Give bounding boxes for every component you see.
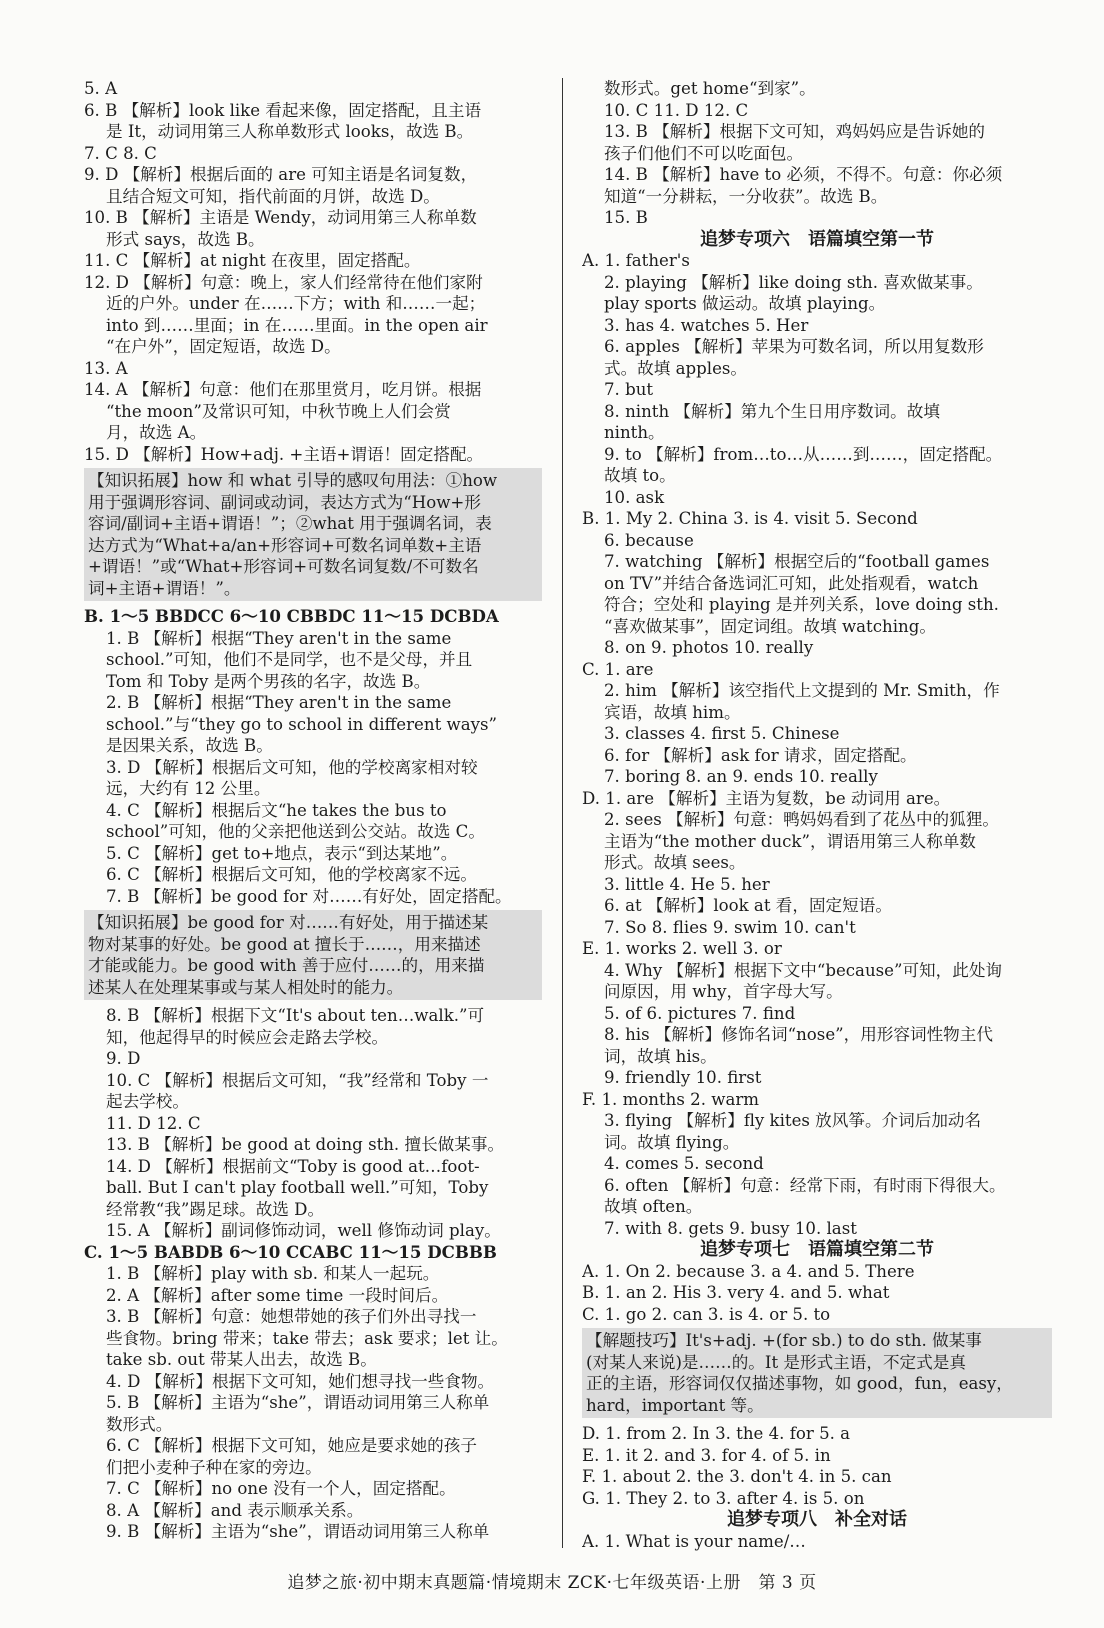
answer-line: 9. to 【解析】from…to…从……到……，固定搭配。 (604, 444, 1003, 464)
answer-line: 7. B 【解析】be good for 对……有好处，固定搭配。 (106, 886, 512, 906)
answer-line: A. 1. father's (582, 251, 690, 270)
answer-line: 3. D 【解析】根据后文可知，他的学校离家相对较 (106, 757, 478, 777)
answer-line: 4. comes 5. second (604, 1154, 764, 1173)
tip-line: 用于强调形容词、副词或动词，表达方式为“How+形 (88, 492, 481, 512)
answer-line: 7. boring 8. an 9. ends 10. really (604, 767, 878, 786)
answer-line: 5. C 【解析】get to+地点，表示“到达某地”。 (106, 843, 458, 863)
tip-line: 【知识拓展】how 和 what 引导的感叹句用法：①how (88, 471, 498, 490)
answer-line: 数形式。 (106, 1414, 173, 1434)
answer-line: 14. A 【解析】句意：他们在那里赏月，吃月饼。根据 (84, 380, 482, 399)
answer-line: 3. has 4. watches 5. Her (604, 315, 809, 335)
answer-line: 数形式。get home“到家”。 (604, 79, 816, 98)
page-footer: 追梦之旅·初中期末真题篇·情境期末 ZCK·七年级英语·上册 第 3 页 (287, 1573, 817, 1593)
answer-line: 8. A 【解析】and 表示顺承关系。 (106, 1500, 364, 1520)
answer-line: 词。故填 flying。 (604, 1132, 740, 1152)
answer-line: 5. of 6. pictures 7. find (604, 1003, 796, 1023)
answer-line: 6. often 【解析】句意：经常下雨，有时雨下得很大。 (604, 1175, 1006, 1195)
answer-line: 8. on 9. photos 10. really (604, 638, 814, 657)
answer-line: 9. B 【解析】主语为“she”，谓语动词用第三人称单 (106, 1522, 490, 1541)
tip-line: (对某人来说)是……的。It 是形式主语，不定式是真 (586, 1352, 966, 1372)
answer-line: D. 1. are 【解析】主语为复数，be 动词用 are。 (582, 788, 951, 808)
section-heading: 追梦专项六 语篇填空第一节 (700, 228, 934, 250)
answer-line: 月，故选 A。 (106, 423, 207, 442)
answer-line: B. 1. an 2. His 3. very 4. and 5. what (582, 1283, 890, 1302)
answer-line: 是因果关系，故选 B。 (106, 736, 273, 755)
answer-line: 14. B 【解析】have to 必须，不得不。句意：你必须 (604, 165, 1003, 184)
tip-box (84, 468, 542, 601)
answer-line: 孩子们他们不可以吃面包。 (604, 143, 804, 163)
answer-line: 8. B 【解析】根据下文“It's about ten…walk.”可 (106, 1006, 485, 1025)
answer-line: play sports 做运动。故填 playing。 (604, 294, 886, 313)
answer-line: take sb. out 带某人出去，故选 B。 (106, 1350, 377, 1369)
answer-line: E. 1. works 2. well 3. or (582, 939, 782, 958)
answer-line: 12. D 【解析】句意：晚上，家人们经常待在他们家附 (84, 272, 483, 292)
answer-line: 13. B 【解析】根据下文可知，鸡妈妈应是告诉她的 (604, 122, 986, 141)
answer-line: 7. C 【解析】no one 没有一个人，固定搭配。 (106, 1479, 456, 1498)
answer-line: F. 1. months 2. warm (582, 1089, 760, 1109)
answer-line: C. 1. go 2. can 3. is 4. or 5. to (582, 1304, 831, 1324)
answer-line: 9. D (106, 1049, 141, 1068)
answer-line: 9. friendly 10. first (604, 1068, 762, 1087)
answer-line: into 到……里面；in 在……里面。in the open air (106, 315, 488, 335)
answer-line: 3. little 4. He 5. her (604, 874, 770, 894)
left-column (84, 78, 542, 1543)
answer-line: school.”可知，他们不是同学，也不是父母，并且 (106, 650, 473, 669)
tip-line: 词+主语+谓语！”。 (88, 578, 241, 598)
answer-line: 5. A (84, 79, 118, 98)
answer-line: 1. B 【解析】play with sb. 和某人一起玩。 (106, 1264, 440, 1283)
answer-line: 符合；空处和 playing 是并列关系，love doing sth. (604, 595, 999, 614)
tip-line: 述某人在处理某事或与某人相处时的能力。 (88, 977, 404, 997)
answer-line: 7. watching 【解析】根据空后的“football games (604, 552, 990, 571)
answer-line: 10. ask (604, 487, 665, 507)
answer-line: 7. but (604, 380, 654, 399)
answer-line: 13. A (84, 358, 128, 378)
answer-line: 13. B 【解析】be good at doing sth. 擅长做某事。 (106, 1135, 505, 1154)
answer-line: 15. A 【解析】副词修饰动词，well 修饰动词 play。 (106, 1221, 501, 1240)
answer-line: 9. D 【解析】根据后面的 are 可知主语是名词复数， (84, 165, 478, 184)
tip-line: 达方式为“What+a/an+形容词+可数名词单数+主语 (88, 535, 482, 555)
answer-line: 经常教“我”踢足球。故选 D。 (106, 1199, 325, 1219)
section-heading: 追梦专项七 语篇填空第二节 (700, 1239, 934, 1260)
answer-line: 5. B 【解析】主语为“she”，谓语动词用第三人称单 (106, 1393, 490, 1412)
answer-line: 14. D 【解析】根据前文“Toby is good at…foot- (106, 1156, 480, 1176)
tip-line: 【解题技巧】It's+adj. +(for sb.) to do sth. 做某事 (586, 1331, 982, 1350)
answer-line: 11. C 【解析】at night 在夜里，固定搭配。 (84, 251, 421, 270)
answer-line: 问原因，用 why，首字母大写。 (604, 982, 843, 1001)
answer-line: 6. for 【解析】ask for 请求，固定搭配。 (604, 745, 917, 765)
answer-line: “在户外”，固定短语，故选 D。 (106, 337, 341, 356)
answer-line: 2. B 【解析】根据“They aren't in the same (106, 693, 452, 712)
answer-line: 6. because (604, 530, 694, 550)
answer-line: 8. his 【解析】修饰名词“nose”，用形容词性物主代 (604, 1025, 993, 1044)
answer-line: 6. at 【解析】look at 看，固定短语。 (604, 896, 892, 915)
answer-line: 主语为“the mother duck”，谓语用第三人称单数 (604, 831, 976, 851)
answer-line: school”可知，他的父亲把他送到公交站。故选 C。 (106, 822, 485, 841)
answer-line: 故填 to。 (604, 466, 676, 485)
answer-line: 些食物。bring 带来；take 带去；ask 要求；let 让。 (106, 1328, 508, 1348)
answer-line: D. 1. from 2. In 3. the 4. for 5. a (582, 1424, 851, 1443)
answer-line: C. 1. are (582, 659, 654, 679)
answer-line: 7. So 8. flies 9. swim 10. can't (604, 917, 856, 937)
answer-line: 7. C 8. C (84, 143, 157, 163)
answer-line: 形式。故填 sees。 (604, 853, 746, 872)
answer-line: ninth。 (604, 423, 665, 442)
right-column (582, 78, 1052, 1552)
answer-line: school.”与“they go to school in different ways” (106, 714, 497, 734)
tip-line: 正的主语，形容词仅仅描述事物，如 good，fun，easy， (586, 1374, 1013, 1393)
answer-line: 4. D 【解析】根据下文可知，她们想寻找一些食物。 (106, 1371, 495, 1391)
tip-box (582, 1328, 1052, 1418)
answer-line: 11. D 12. C (106, 1113, 201, 1133)
column-divider (562, 78, 563, 1548)
answer-line: 7. with 8. gets 9. busy 10. last (604, 1218, 857, 1238)
answer-line: 式。故填 apples。 (604, 358, 748, 378)
answer-line: 6. apples 【解析】苹果为可数名词，所以用复数形 (604, 337, 984, 356)
answer-line: 10. C 【解析】根据后文可知，“我”经常和 Toby 一 (106, 1070, 489, 1090)
answer-line: 知道“一分耕耘，一分收获”。故选 B。 (604, 186, 888, 206)
answer-line: A. 1. What is your name/… (582, 1531, 806, 1551)
answer-line: E. 1. it 2. and 3. for 4. of 5. in (582, 1445, 831, 1465)
answer-line: on TV”并结合备选词汇可知，此处指观看，watch (604, 573, 979, 593)
tip-line: 物对某事的好处。be good at 擅长于……，用来描述 (88, 934, 481, 954)
answer-line: A. 1. On 2. because 3. a 4. and 5. There (582, 1261, 915, 1281)
tip-line: 容词/副词+主语+谓语！”；②what 用于强调名词，表 (88, 514, 492, 533)
tip-line: 【知识拓展】be good for 对……有好处，用于描述某 (88, 913, 489, 932)
tip-line: hard，important 等。 (586, 1395, 764, 1415)
answer-line: 8. ninth 【解析】第九个生日用序数词。故填 (604, 401, 940, 421)
tip-line: +谓语！”或“What+形容词+可数名词复数/不可数名 (88, 557, 479, 576)
tip-box (84, 910, 542, 1000)
answer-line: 3. flying 【解析】fly kites 放风筝。介词后加动名 (604, 1111, 982, 1130)
answer-line: 6. C 【解析】根据下文可知，她应是要求她的孩子 (106, 1436, 477, 1455)
answer-line: 词，故填 his。 (604, 1046, 717, 1066)
tip-line: 才能或能力。be good with 善于应付……的，用来描 (88, 956, 485, 975)
answer-line: 3. classes 4. first 5. Chinese (604, 724, 840, 743)
answer-line: B. 1. My 2. China 3. is 4. visit 5. Second (582, 509, 918, 528)
answer-line: ball. But I can't play football well.”可知，Toby (106, 1178, 489, 1197)
answer-line: 10. B 【解析】主语是 Wendy，动词用第三人称单数 (84, 208, 477, 227)
answer-line: 6. C 【解析】根据后文可知，他的学校离家不远。 (106, 865, 477, 884)
answer-line: 2. sees 【解析】句意：鸭妈妈看到了花丛中的狐狸。 (604, 810, 999, 829)
answer-line: 且结合短文可知，指代前面的月饼，故选 D。 (106, 186, 440, 206)
answer-line: 15. D 【解析】How+adj. +主语+谓语！固定搭配。 (84, 444, 484, 464)
answer-line: Tom 和 Toby 是两个男孩的名字，故选 B。 (106, 671, 431, 691)
answer-line: 起去学校。 (106, 1092, 189, 1111)
answer-line: 4. Why 【解析】根据下文中“because”可知，此处询 (604, 960, 1003, 980)
answer-line: 6. B 【解析】look like 看起来像，固定搭配，且主语 (84, 100, 482, 120)
answer-line: 1. B 【解析】根据“They aren't in the same (106, 628, 452, 648)
answer-line: 故填 often。 (604, 1197, 703, 1216)
answer-line: “the moon”及常识可知，中秋节晚上人们会赏 (106, 401, 451, 421)
answer-line: 10. C 11. D 12. C (604, 100, 749, 120)
answer-line: 近的户外。under 在……下方；with 和……一起； (106, 294, 486, 313)
answer-line: 远，大约有 12 公里。 (106, 779, 271, 798)
answer-line: “喜欢做某事”，固定词组。故填 watching。 (604, 616, 936, 636)
answer-line: 3. B 【解析】句意：她想带她的孩子们外出寻找一 (106, 1307, 477, 1326)
answer-line: 宾语，故填 him。 (604, 702, 741, 722)
answer-line: 2. playing 【解析】like doing sth. 喜欢做某事。 (604, 272, 983, 292)
answer-line: G. 1. They 2. to 3. after 4. is 5. on (582, 1488, 865, 1508)
answer-line: 是 It，动词用第三人称单数形式 looks，故选 B。 (106, 122, 474, 141)
answer-line: 4. C 【解析】根据后文“he takes the bus to (106, 800, 447, 820)
answer-line: 15. B (604, 208, 648, 227)
answer-line: 形式 says，故选 B。 (106, 229, 265, 249)
answer-line: B. 1～5 BBDCC 6～10 CBBDC 11～15 DCBDA (84, 606, 499, 626)
section-heading: 追梦专项八 补全对话 (727, 1509, 907, 1530)
answer-line: C. 1～5 BABDB 6～10 CCABC 11～15 DCBBB (84, 1241, 497, 1262)
answer-line: F. 1. about 2. the 3. don't 4. in 5. can (582, 1467, 892, 1486)
answer-line: 2. A 【解析】after some time 一段时间后。 (106, 1285, 449, 1305)
answer-line: 们把小麦种子种在家的旁边。 (106, 1457, 322, 1477)
answer-line: 2. him 【解析】该空指代上文提到的 Mr. Smith，作 (604, 681, 1000, 700)
answer-line: 知，他起得早的时候应会走路去学校。 (106, 1027, 389, 1047)
